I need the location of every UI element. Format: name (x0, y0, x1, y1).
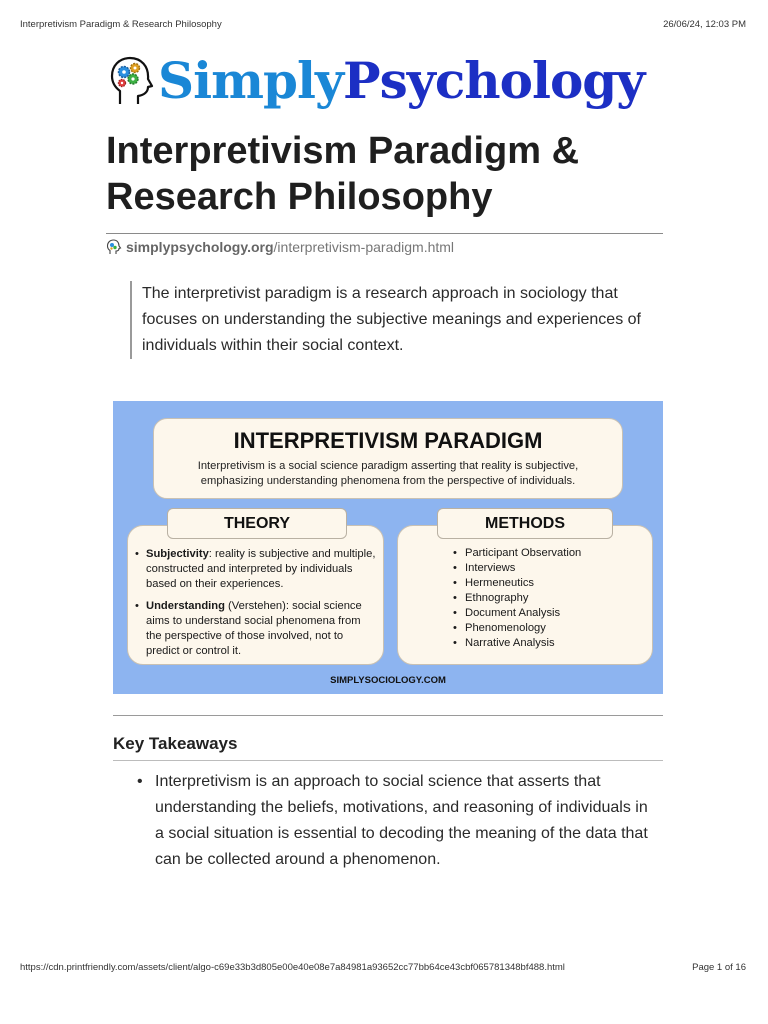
methods-item: • Participant Observation (452, 546, 581, 561)
key-takeaways-divider-bottom (113, 760, 663, 761)
methods-item: • Document Analysis (452, 606, 581, 621)
theory-item (133, 599, 379, 660)
methods-panel (397, 525, 653, 665)
print-timestamp: 26/06/24, 12:03 PM (663, 19, 746, 30)
theory-panel (127, 525, 384, 665)
source-domain: simplypsychology.org (126, 239, 274, 255)
methods-item: • Interviews (452, 561, 581, 576)
head-with-gears-icon (108, 54, 156, 108)
key-takeaways-divider-top (113, 715, 663, 716)
methods-item: • Ethnography (452, 591, 581, 606)
print-header (20, 19, 746, 30)
theory-item (133, 547, 379, 593)
logo-simply: Simply (158, 51, 344, 110)
theory-text: : reality is subjective and multiple, constructed and interpreted by individuals based on their experiences. (146, 548, 376, 591)
infographic-credit: SIMPLYSOCIOLOGY.COM (330, 675, 446, 686)
methods-item: • Phenomenology (452, 621, 581, 636)
site-logo[interactable] (108, 51, 645, 110)
infographic-header-box (153, 418, 623, 499)
title-divider (106, 233, 663, 234)
infographic-desc-line1: Interpretivism is a social science paradigm asserting that reality is subjective, (197, 460, 579, 472)
theory-term: Understanding (146, 599, 225, 612)
print-footer (20, 962, 746, 973)
key-takeaways-heading: Key Takeaways (113, 734, 238, 753)
methods-item: • Narrative Analysis (452, 636, 581, 651)
page-title-line1: Interpretivism Paradigm & (106, 130, 580, 172)
infographic-desc-line2: emphasizing understanding phenomena from the perspective of individuals. (200, 475, 576, 487)
source-path: /interpretivism-paradigm.html (273, 239, 455, 255)
key-takeaway-item: • Interpretivism is an approach to social science that asserts that understanding the beliefs, motivations, and reasoning of individuals in a social situation is essential to decoding the meaning of the data that can be collected around a phenomenon. (135, 769, 655, 873)
print-page-number: Page 1 of 16 (692, 962, 746, 973)
intro-text: The interpretivist paradigm is a research approach in sociology that focuses on understanding the subjective meanings and experiences of individuals within their social context. (142, 285, 641, 354)
print-url: https://cdn.printfriendly.com/assets/client/algo-c69e33b3d805e00e40e08e7a84981a93652cc77bb64ce43cbf065781348bf488.html (20, 962, 565, 973)
infographic-description (154, 459, 622, 489)
logo-wordmark (158, 51, 645, 110)
theory-term: Subjectivity (146, 548, 209, 560)
key-takeaways-list (135, 769, 655, 873)
favicon-icon (106, 239, 122, 255)
print-page-title: Interpretivism Paradigm & Research Philosophy (20, 19, 222, 30)
methods-list (452, 546, 581, 651)
page-title-line2: Research Philosophy (106, 176, 493, 218)
source-link[interactable] (106, 239, 454, 255)
infographic-title: INTERPRETIVISM PARADIGM (233, 428, 543, 453)
theory-text: (Verstehen): social science aims to understand social phenomena from the perspective of those involved, not to predict or control it. (146, 599, 362, 658)
page-title (106, 128, 666, 220)
theory-list (133, 547, 379, 665)
methods-item: • Hermeneutics (452, 576, 581, 591)
theory-label: THEORY (167, 508, 347, 539)
methods-label: METHODS (437, 508, 613, 539)
intro-blockquote (130, 281, 662, 359)
infographic (113, 401, 663, 694)
logo-psychology: Psychology (343, 51, 645, 110)
